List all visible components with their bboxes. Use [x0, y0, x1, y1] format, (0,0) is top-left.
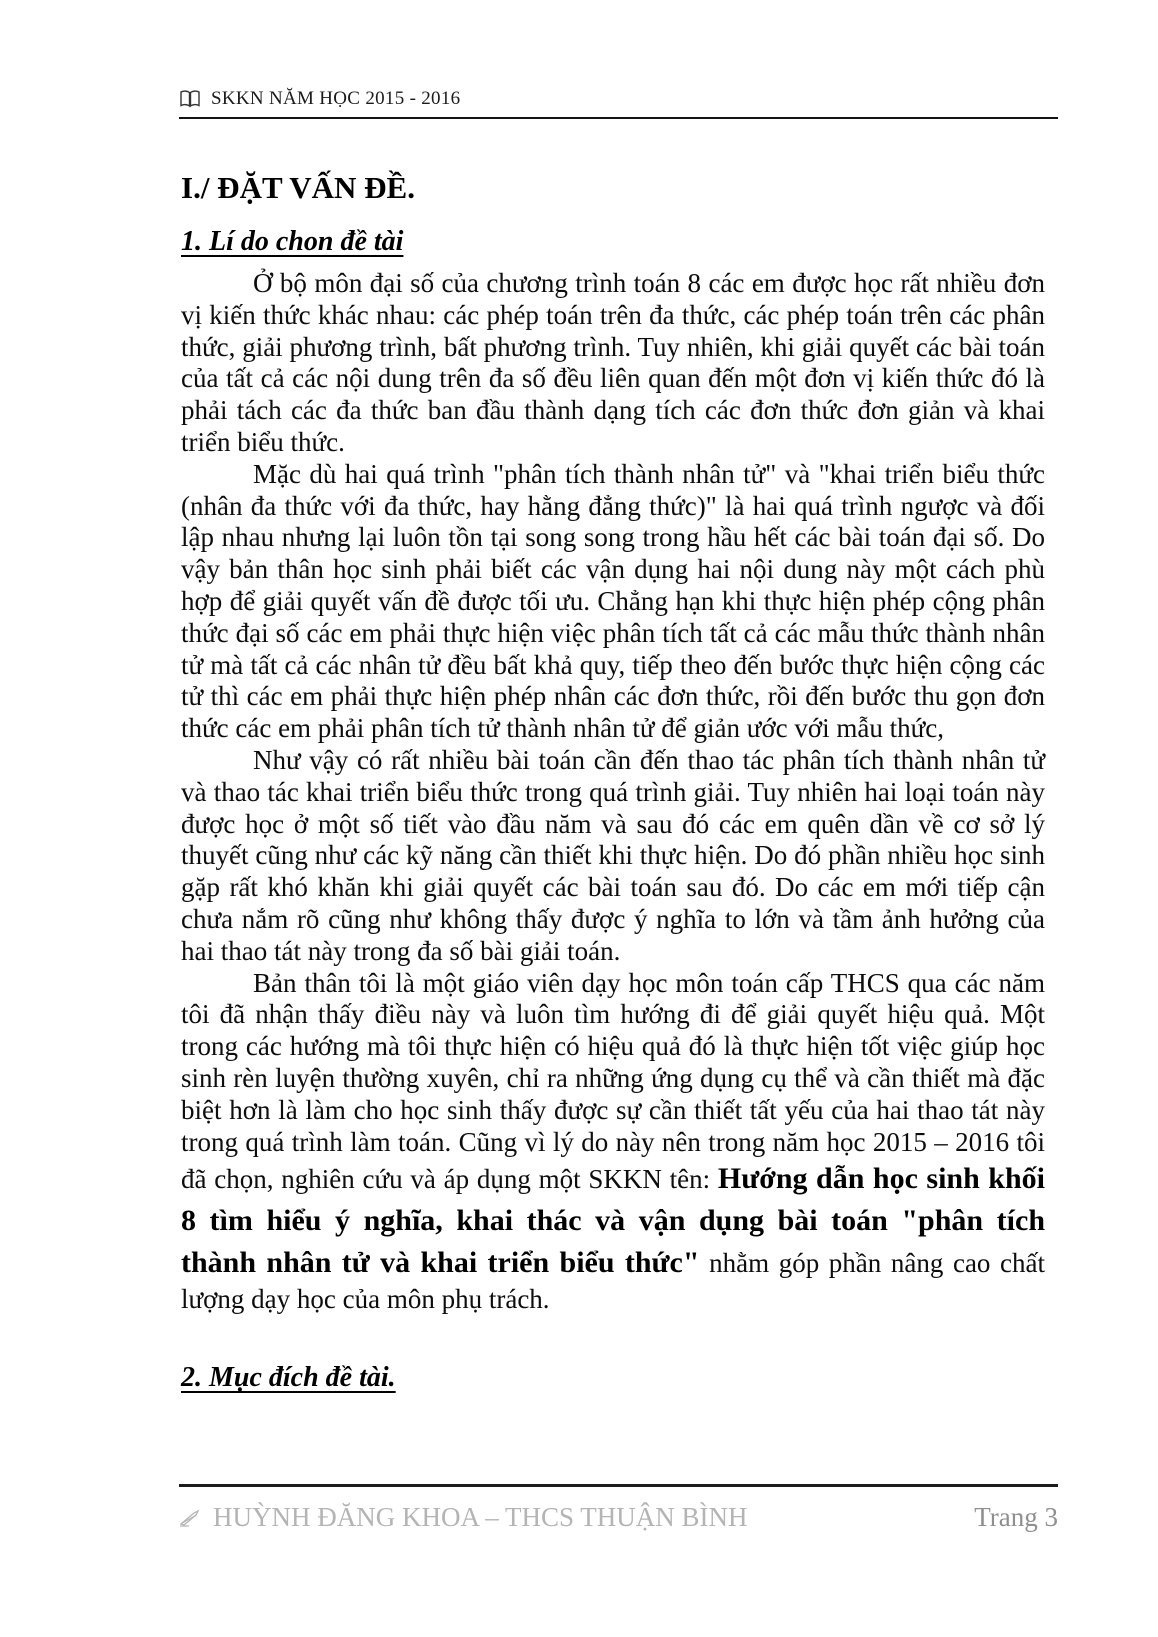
footer-author-block — [179, 1502, 748, 1533]
paragraph-4-tail: nhằm góp phần nâng cao chất lượng dạy học của môn phụ trách. — [181, 1248, 1045, 1315]
paragraph-4 — [181, 968, 1045, 1317]
document-body — [181, 170, 1045, 1404]
skkn-title-bold: Hướng dẫn học sinh khối 8 tìm hiểu ý nghĩa, khai thác và vận dụng bài toán "phân tích thành nhân tử và khai triển biểu thức" — [181, 1162, 1045, 1280]
paragraph-3: Như vậy có rất nhiều bài toán cần đến thao tác phân tích thành nhân tử và thao tác khai triển biểu thức trong quá trình giải. Tuy nhiên hai loại toán này được học ở một số tiết vào đầu năm và sau đó các em quên dần về cơ sở lý thuyết cũng như các kỹ năng cần thiết khi thực hiện. Do đó phần nhiều học sinh gặp rất khó khăn khi giải quyết các bài toán sau đó. Do các em mới tiếp cận chưa nắm rõ cũng như không thấy được ý nghĩa to lớn và tầm ảnh hưởng của hai thao tát này trong đa số bài giải toán. — [181, 744, 1045, 966]
footer-page-number: Trang 3 — [974, 1502, 1058, 1532]
subsection-title-2: 2. Mục đích đề tài. — [181, 1362, 396, 1394]
paragraph-2: Mặc dù hai quá trình "phân tích thành nhân tử" và "khai triển biểu thức (nhân đa thức với đa thức, hay hằng đẳng thức)" là hai quá trình ngược và đối lập nhau nhưng lại luôn tồn tại song song trong hầu hết các bài toán đại số. Do vậy bản thân học sinh phải biết các vận dụng hai nội dung này một cách phù hợp để giải quyết vấn đề được tối ưu. Chẳng hạn khi thực hiện phép cộng phân thức đại số các em phải thực hiện việc phân tích tất cả các mẫu thức thành nhân tử mà tất cả các nhân tử đều bất khả quy, tiếp theo đến bước thực hiện cộng các tử thì các em phải thực hiện phép nhân các đơn thức, rồi đến bước thu gọn đơn thức các em phải phân tích tử thành nhân tử để giản ước với mẫu thức, — [181, 458, 1045, 744]
footer-rule — [179, 1484, 1058, 1487]
subsection-title-1: 1. Lí do chon đề tài — [181, 226, 404, 257]
page-header — [179, 88, 1058, 110]
pen-icon — [179, 1509, 203, 1527]
footer-author: HUỲNH ĐĂNG KHOA – THCS THUẬN BÌNH — [213, 1502, 748, 1532]
page-footer — [179, 1502, 1058, 1533]
paragraph-1: Ở bộ môn đại số của chương trình toán 8 các em được học rất nhiều đơn vị kiến thức khác nhau: các phép toán trên đa thức, các phép toán trên các phân thức, giải phương trình, bất phương trình. Tuy nhiên, khi giải quyết các bài toán của tất cả các nội dung trên đa số đều liên quan đến một đơn vị kiến thức đó là phải tách các đa thức ban đầu thành dạng tích các đơn thức đơn giản và khai triển biểu thức. — [181, 268, 1045, 457]
header-title: SKKN NĂM HỌC 2015 - 2016 — [211, 88, 461, 109]
header-rule — [179, 117, 1058, 119]
section-title: I./ ĐẶT VẤN ĐỀ. — [181, 170, 415, 205]
paragraph-4-lead: Bản thân tôi là một giáo viên dạy học môn toán cấp THCS qua các năm tôi đã nhận thấy điều này và luôn tìm hướng đi để giải quyết hiệu quả. Một trong các hướng mà tôi thực hiện có hiệu quả đó là thực hiện tốt việc giúp học sinh rèn luyện thường xuyên, chỉ ra những ứng dụng cụ thể và cần thiết mà đặc biệt hơn là làm cho học sinh thấy được sự cần thiết tất yếu của hai thao tát này trong quá trình làm toán. Cũng vì lý do này nên trong năm học 2015 – 2016 tôi đã chọn, nghiên cứu và áp dụng một SKKN tên: — [181, 967, 1045, 1195]
open-book-icon — [179, 90, 201, 108]
